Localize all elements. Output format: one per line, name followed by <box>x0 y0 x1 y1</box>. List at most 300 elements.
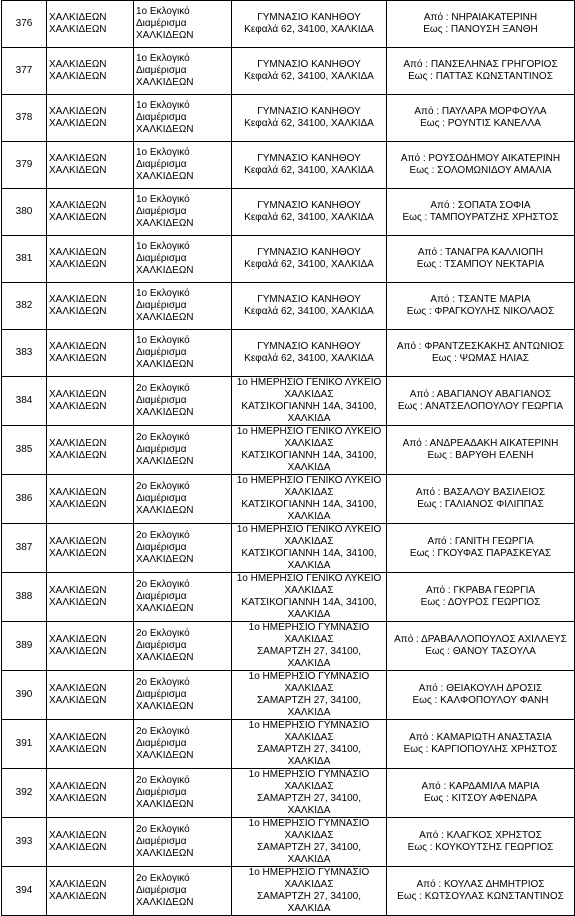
district-cell-line: Διαμέρισμα <box>136 347 187 358</box>
surname-range-cell-line: Εως : ΚΩΤΣΟΥΛΑΣ ΚΩΝΣΤΑΝΤΙΝΟΣ <box>397 891 564 902</box>
district-cell-line: Διαμέρισμα <box>136 65 187 76</box>
district-cell-line: Διαμέρισμα <box>136 206 187 217</box>
table-row <box>2 236 575 283</box>
municipality-cell-line: ΧΑΛΚΙΔΕΩΝ <box>49 71 107 82</box>
surname-range-cell <box>387 142 575 189</box>
surname-range-cell <box>387 330 575 377</box>
row-number: 376 <box>2 1 47 48</box>
table-row <box>2 524 575 573</box>
district-cell-line: Διαμέρισμα <box>136 885 187 896</box>
polling-location-cell <box>232 426 387 475</box>
surname-range-cell <box>387 189 575 236</box>
surname-range-cell-line: Από : ΤΣΑΝΤΕ ΜΑΡΙΑ <box>430 294 531 305</box>
district-cell-line: 1ο Εκλογικό <box>136 288 190 299</box>
surname-range-cell-line: Από : ΦΡΑΝΤΖΕΣΚΑΚΗΣ ΑΝΤΩΝΙΟΣ <box>396 341 565 352</box>
surname-range-cell-line: Από : ΝΗΡΑΙΑΚΑΤΕΡΙΝΗ <box>423 12 538 23</box>
polling-location-cell-line: 1ο ΗΜΕΡΗΣΙΟ ΓΥΜΝΑΣΙΟ <box>248 769 370 780</box>
district-cell-line: ΧΑΛΚΙΔΕΩΝ <box>136 456 194 467</box>
district-cell-line: Διαμέρισμα <box>136 640 187 651</box>
district-cell-line: Διαμέρισμα <box>136 300 187 311</box>
polling-location-cell-line: Κεφαλά 62, 34100, ΧΑΛΚΙΔΑ <box>244 118 374 129</box>
district-cell-line: 2ο Εκλογικό <box>136 873 190 884</box>
surname-range-cell-line: Από : ΑΝΔΡΕΑΔΑΚΗ ΑΙΚΑΤΕΡΙΝΗ <box>402 438 559 449</box>
surname-range-cell-line: Από : ΠΑΝΣΕΛΗΝΑΣ ΓΡΗΓΟΡΙΟΣ <box>403 59 558 70</box>
table-row <box>2 377 575 426</box>
polling-location-cell-line: ΣΑΜΑΡΤΖΗ 27, 34100, <box>256 695 361 706</box>
row-number: 378 <box>2 95 47 142</box>
district-cell <box>134 720 232 769</box>
surname-range-cell <box>387 573 575 622</box>
district-cell-line: 2ο Εκλογικό <box>136 579 190 590</box>
municipality-cell <box>47 48 134 95</box>
surname-range-cell-line: Εως : ΚΑΛΦΟΠΟΥΛΟΥ ΦΑΝΗ <box>412 695 549 706</box>
district-cell-line: ΧΑΛΚΙΔΕΩΝ <box>136 30 194 41</box>
table-row <box>2 48 575 95</box>
district-cell <box>134 95 232 142</box>
municipality-cell-line: ΧΑΛΚΙΔΕΩΝ <box>49 891 107 902</box>
municipality-cell-line: ΧΑΛΚΙΔΕΩΝ <box>49 59 107 70</box>
surname-range-cell-line: Από : ΣΟΠΑΤΑ ΣΟΦΙΑ <box>430 200 531 211</box>
district-cell-line: ΧΑΛΚΙΔΕΩΝ <box>136 603 194 614</box>
district-cell <box>134 524 232 573</box>
district-cell-line: ΧΑΛΚΙΔΕΩΝ <box>136 265 194 276</box>
municipality-cell-line: ΧΑΛΚΙΔΕΩΝ <box>49 585 107 596</box>
surname-range-cell-line: Εως : ΒΑΡΥΘΗ ΕΛΕΝΗ <box>427 450 534 461</box>
municipality-cell-line: ΧΑΛΚΙΔΕΩΝ <box>49 12 107 23</box>
district-cell-line: ΧΑΛΚΙΔΕΩΝ <box>136 750 194 761</box>
municipality-cell-line: ΧΑΛΚΙΔΕΩΝ <box>49 389 107 400</box>
municipality-cell <box>47 330 134 377</box>
polling-location-cell-line: ΚΑΤΣΙΚΟΓΙΑΝΝΗ 14Α, 34100, <box>241 548 377 559</box>
polling-location-cell-line: 1ο ΗΜΕΡΗΣΙΟ ΓΥΜΝΑΣΙΟ <box>248 720 370 731</box>
surname-range-cell-line: Εως : ΠΑΝΟΥΣΗ ΞΑΝΘΗ <box>423 24 538 35</box>
table-row <box>2 283 575 330</box>
polling-location-cell <box>232 48 387 95</box>
municipality-cell-line: ΧΑΛΚΙΔΕΩΝ <box>49 744 107 755</box>
district-cell-line: 1ο Εκλογικό <box>136 241 190 252</box>
surname-range-cell-line: Από : ΠΑΥΛΑΡΑ ΜΟΡΦΟΥΛΑ <box>414 106 547 117</box>
table-row <box>2 720 575 769</box>
polling-location-cell-line: ΧΑΛΚΙΔΑ <box>287 756 331 767</box>
municipality-cell-line: ΧΑΛΚΙΔΕΩΝ <box>49 401 107 412</box>
district-cell-line: Διαμέρισμα <box>136 542 187 553</box>
polling-location-cell-line: ΧΑΛΚΙΔΑΣ <box>284 781 334 792</box>
surname-range-cell-line: Εως : ΤΣΑΜΠΟΥ ΝΕΚΤΑΡΙΑ <box>416 259 545 270</box>
row-number: 379 <box>2 142 47 189</box>
polling-location-cell-line: 1ο ΗΜΕΡΗΣΙΟ ΓΕΝΙΚΟ ΛΥΚΕΙΟ <box>236 475 382 486</box>
municipality-cell-line: ΧΑΛΚΙΔΕΩΝ <box>49 353 107 364</box>
surname-range-cell-line: Εως : ΚΟΥΚΟΥΤΣΗΣ ΓΕΩΡΓΙΟΣ <box>407 842 554 853</box>
municipality-cell <box>47 622 134 671</box>
row-number: 383 <box>2 330 47 377</box>
municipality-cell-line: ΧΑΛΚΙΔΕΩΝ <box>49 487 107 498</box>
district-cell-line: ΧΑΛΚΙΔΕΩΝ <box>136 897 194 908</box>
district-cell-line: Διαμέρισμα <box>136 395 187 406</box>
row-number: 382 <box>2 283 47 330</box>
surname-range-cell-line: Εως : ΠΑΤΤΑΣ ΚΩΝΣΤΑΝΤΙΝΟΣ <box>408 71 553 82</box>
polling-location-cell-line: ΚΑΤΣΙΚΟΓΙΑΝΝΗ 14Α, 34100, <box>241 401 377 412</box>
polling-location-cell-line: ΧΑΛΚΙΔΑ <box>287 511 331 522</box>
polling-location-cell-line: ΧΑΛΚΙΔΑ <box>287 413 331 424</box>
polling-location-cell <box>232 95 387 142</box>
municipality-cell <box>47 475 134 524</box>
polling-location-cell-line: ΓΥΜΝΑΣΙΟ ΚΑΝΗΘΟΥ <box>257 341 361 352</box>
polling-location-cell-line: ΧΑΛΚΙΔΑΣ <box>284 879 334 890</box>
surname-range-cell <box>387 867 575 916</box>
polling-location-cell-line: ΓΥΜΝΑΣΙΟ ΚΑΝΗΘΟΥ <box>257 59 361 70</box>
district-cell <box>134 769 232 818</box>
surname-range-cell <box>387 622 575 671</box>
municipality-cell-line: ΧΑΛΚΙΔΕΩΝ <box>49 634 107 645</box>
table-row <box>2 867 575 916</box>
surname-range-cell-line: Από : ΚΟΥΛΑΣ ΔΗΜΗΤΡΙΟΣ <box>416 879 545 890</box>
row-number: 392 <box>2 769 47 818</box>
surname-range-cell-line: Εως : ΚΑΡΓΙΟΠΟΥΛΗΣ ΧΡΗΣΤΟΣ <box>403 744 558 755</box>
municipality-cell-line: ΧΑΛΚΙΔΕΩΝ <box>49 106 107 117</box>
district-cell-line: 2ο Εκλογικό <box>136 530 190 541</box>
district-cell <box>134 236 232 283</box>
polling-location-cell-line: ΧΑΛΚΙΔΑ <box>287 609 331 620</box>
table-row <box>2 818 575 867</box>
municipality-cell-line: ΧΑΛΚΙΔΕΩΝ <box>49 247 107 258</box>
table-row <box>2 142 575 189</box>
municipality-cell-line: ΧΑΛΚΙΔΕΩΝ <box>49 499 107 510</box>
district-cell-line: ΧΑΛΚΙΔΕΩΝ <box>136 407 194 418</box>
polling-location-cell-line: ΣΑΜΑΡΤΖΗ 27, 34100, <box>256 842 361 853</box>
table-row <box>2 426 575 475</box>
municipality-cell-line: ΧΑΛΚΙΔΕΩΝ <box>49 450 107 461</box>
surname-range-cell-line: Από : ΡΟΥΣΟΔΗΜΟΥ ΑΙΚΑΤΕΡΙΝΗ <box>400 153 561 164</box>
polling-location-cell-line: ΧΑΛΚΙΔΑΣ <box>284 585 334 596</box>
polling-location-cell-line: ΧΑΛΚΙΔΑΣ <box>284 389 334 400</box>
surname-range-cell-line: Εως : ΓΚΟΥΦΑΣ ΠΑΡΑΣΚΕΥΑΣ <box>409 548 552 559</box>
surname-range-cell-line: Από : ΔΡΑΒΑΛΛΟΠΟΥΛΟΣ ΑΧΙΛΛΕΥΣ <box>394 634 567 645</box>
polling-location-cell-line: ΣΑΜΑΡΤΖΗ 27, 34100, <box>256 891 361 902</box>
district-cell-line: 2ο Εκλογικό <box>136 628 190 639</box>
surname-range-cell-line: Από : ΓΑΝΙΤΗ ΓΕΩΡΓΙΑ <box>427 536 534 547</box>
polling-location-cell-line: ΣΑΜΑΡΤΖΗ 27, 34100, <box>256 793 361 804</box>
polling-location-cell-line: ΣΑΜΑΡΤΖΗ 27, 34100, <box>256 744 361 755</box>
surname-range-cell <box>387 236 575 283</box>
municipality-cell <box>47 671 134 720</box>
district-cell <box>134 867 232 916</box>
polling-location-cell <box>232 573 387 622</box>
polling-location-cell <box>232 142 387 189</box>
district-cell <box>134 818 232 867</box>
district-cell-line: ΧΑΛΚΙΔΕΩΝ <box>136 652 194 663</box>
surname-range-cell-line: Από : ΚΛΑΓΚΟΣ ΧΡΗΣΤΟΣ <box>419 830 542 841</box>
row-number: 391 <box>2 720 47 769</box>
municipality-cell <box>47 283 134 330</box>
surname-range-cell-line: Από : ΑΒΑΓΙΑΝΟΥ ΑΒΑΓΙΑΝΟΣ <box>409 389 552 400</box>
surname-range-cell-line: Από : ΓΚΡΑΒΑ ΓΕΩΡΓΙΑ <box>425 585 536 596</box>
district-cell-line: Διαμέρισμα <box>136 591 187 602</box>
municipality-cell-line: ΧΑΛΚΙΔΕΩΝ <box>49 212 107 223</box>
row-number: 384 <box>2 377 47 426</box>
polling-location-cell-line: Κεφαλά 62, 34100, ΧΑΛΚΙΔΑ <box>244 353 374 364</box>
surname-range-cell-line: Εως : ΤΑΜΠΟΥΡΑΤΖΗΣ ΧΡΗΣΤΟΣ <box>402 212 559 223</box>
municipality-cell <box>47 818 134 867</box>
district-cell <box>134 573 232 622</box>
district-cell-line: ΧΑΛΚΙΔΕΩΝ <box>136 799 194 810</box>
surname-range-cell-line: Από : ΒΑΣΑΛΟΥ ΒΑΣΙΛΕΙΟΣ <box>415 487 546 498</box>
district-cell-line: 2ο Εκλογικό <box>136 481 190 492</box>
municipality-cell-line: ΧΑΛΚΙΔΕΩΝ <box>49 732 107 743</box>
surname-range-cell <box>387 818 575 867</box>
municipality-cell-line: ΧΑΛΚΙΔΕΩΝ <box>49 438 107 449</box>
table-row <box>2 1 575 48</box>
polling-location-cell-line: ΧΑΛΚΙΔΑ <box>287 805 331 816</box>
surname-range-cell <box>387 377 575 426</box>
municipality-cell <box>47 573 134 622</box>
polling-location-cell <box>232 377 387 426</box>
surname-range-cell <box>387 95 575 142</box>
district-cell <box>134 330 232 377</box>
district-cell-line: 2ο Εκλογικό <box>136 677 190 688</box>
surname-range-cell-line: Εως : ΓΑΛΙΑΝΟΣ ΦΙΛΙΠΠΑΣ <box>417 499 544 510</box>
polling-location-cell-line: ΧΑΛΚΙΔΑ <box>287 707 331 718</box>
polling-location-cell-line: Κεφαλά 62, 34100, ΧΑΛΚΙΔΑ <box>244 306 374 317</box>
district-cell-line: 2ο Εκλογικό <box>136 824 190 835</box>
municipality-cell-line: ΧΑΛΚΙΔΕΩΝ <box>49 879 107 890</box>
polling-location-cell <box>232 189 387 236</box>
surname-range-cell <box>387 720 575 769</box>
polling-location-cell-line: 1ο ΗΜΕΡΗΣΙΟ ΓΥΜΝΑΣΙΟ <box>248 818 370 829</box>
surname-range-cell-line: Από : ΚΑΜΑΡΙΩΤΗ ΑΝΑΣΤΑΣΙΑ <box>409 732 552 743</box>
polling-location-cell <box>232 475 387 524</box>
surname-range-cell-line: Εως : ΣΟΛΟΜΩΝΙΔΟΥ ΑΜΑΛΙΑ <box>409 165 552 176</box>
polling-location-cell <box>232 867 387 916</box>
surname-range-cell-line: Από : ΘΕΙΑΚΟΥΛΗ ΔΡΟΣΙΣ <box>418 683 543 694</box>
surname-range-cell <box>387 283 575 330</box>
district-cell-line: Διαμέρισμα <box>136 112 187 123</box>
surname-range-cell-line: Εως : ΔΟΥΡΟΣ ΓΕΩΡΓΙΟΣ <box>420 597 541 608</box>
row-number: 388 <box>2 573 47 622</box>
table-row <box>2 189 575 236</box>
polling-location-cell <box>232 818 387 867</box>
district-cell-line: 1ο Εκλογικό <box>136 53 190 64</box>
polling-location-cell-line: ΚΑΤΣΙΚΟΓΙΑΝΝΗ 14Α, 34100, <box>241 597 377 608</box>
district-cell-line: ΧΑΛΚΙΔΕΩΝ <box>136 218 194 229</box>
municipality-cell-line: ΧΑΛΚΙΔΕΩΝ <box>49 259 107 270</box>
district-cell-line: 2ο Εκλογικό <box>136 726 190 737</box>
polling-location-cell-line: ΓΥΜΝΑΣΙΟ ΚΑΝΗΘΟΥ <box>257 12 361 23</box>
district-cell <box>134 426 232 475</box>
municipality-cell <box>47 524 134 573</box>
table-row <box>2 769 575 818</box>
row-number: 385 <box>2 426 47 475</box>
row-number: 389 <box>2 622 47 671</box>
polling-location-cell <box>232 283 387 330</box>
row-number: 381 <box>2 236 47 283</box>
polling-location-cell-line: ΧΑΛΚΙΔΑΣ <box>284 487 334 498</box>
municipality-cell-line: ΧΑΛΚΙΔΕΩΝ <box>49 548 107 559</box>
district-cell-line: ΧΑΛΚΙΔΕΩΝ <box>136 312 194 323</box>
polling-location-cell-line: ΧΑΛΚΙΔΑΣ <box>284 536 334 547</box>
district-cell <box>134 377 232 426</box>
district-cell-line: Διαμέρισμα <box>136 738 187 749</box>
polling-location-cell <box>232 769 387 818</box>
surname-range-cell-line: Εως : ΑΝΑΤΣΕΛΟΠΟΥΛΟΥ ΓΕΩΡΓΙΑ <box>397 401 564 412</box>
municipality-cell-line: ΧΑΛΚΙΔΕΩΝ <box>49 830 107 841</box>
surname-range-cell-line: Εως : ΘΑΝΟΥ ΤΑΣΟΥΛΑ <box>425 646 536 657</box>
district-cell-line: ΧΑΛΚΙΔΕΩΝ <box>136 171 194 182</box>
surname-range-cell <box>387 671 575 720</box>
polling-location-cell-line: ΓΥΜΝΑΣΙΟ ΚΑΝΗΘΟΥ <box>257 153 361 164</box>
polling-location-cell <box>232 720 387 769</box>
polling-location-cell-line: ΚΑΤΣΙΚΟΓΙΑΝΝΗ 14Α, 34100, <box>241 450 377 461</box>
municipality-cell-line: ΧΑΛΚΙΔΕΩΝ <box>49 165 107 176</box>
polling-stations-table <box>1 0 575 916</box>
polling-location-cell-line: ΓΥΜΝΑΣΙΟ ΚΑΝΗΘΟΥ <box>257 247 361 258</box>
table-row <box>2 573 575 622</box>
polling-location-cell-line: ΓΥΜΝΑΣΙΟ ΚΑΝΗΘΟΥ <box>257 294 361 305</box>
district-cell-line: 1ο Εκλογικό <box>136 100 190 111</box>
municipality-cell <box>47 426 134 475</box>
district-cell <box>134 671 232 720</box>
polling-location-cell <box>232 524 387 573</box>
surname-range-cell-line: Εως : ΦΡΑΓΚΟΥΛΗΣ ΝΙΚΟΛΑΟΣ <box>406 306 555 317</box>
district-cell-line: Διαμέρισμα <box>136 493 187 504</box>
municipality-cell <box>47 189 134 236</box>
surname-range-cell <box>387 769 575 818</box>
municipality-cell <box>47 720 134 769</box>
polling-location-cell-line: 1ο ΗΜΕΡΗΣΙΟ ΓΕΝΙΚΟ ΛΥΚΕΙΟ <box>236 426 382 437</box>
polling-location-cell-line: 1ο ΗΜΕΡΗΣΙΟ ΓΥΜΝΑΣΙΟ <box>248 671 370 682</box>
polling-location-cell-line: 1ο ΗΜΕΡΗΣΙΟ ΓΥΜΝΑΣΙΟ <box>248 622 370 633</box>
district-cell-line: Διαμέρισμα <box>136 159 187 170</box>
district-cell <box>134 622 232 671</box>
municipality-cell <box>47 867 134 916</box>
polling-location-cell-line: Κεφαλά 62, 34100, ΧΑΛΚΙΔΑ <box>244 24 374 35</box>
municipality-cell-line: ΧΑΛΚΙΔΕΩΝ <box>49 695 107 706</box>
polling-location-cell-line: ΧΑΛΚΙΔΑΣ <box>284 683 334 694</box>
polling-location-cell-line: Κεφαλά 62, 34100, ΧΑΛΚΙΔΑ <box>244 259 374 270</box>
municipality-cell-line: ΧΑΛΚΙΔΕΩΝ <box>49 683 107 694</box>
district-cell <box>134 48 232 95</box>
polling-location-cell <box>232 622 387 671</box>
surname-range-cell-line: Εως : ΚΙΤΣΟΥ ΑΦΕΝΔΡΑ <box>423 793 538 804</box>
polling-location-cell-line: ΣΑΜΑΡΤΖΗ 27, 34100, <box>256 646 361 657</box>
district-cell-line: Διαμέρισμα <box>136 253 187 264</box>
district-cell-line: Διαμέρισμα <box>136 444 187 455</box>
surname-range-cell <box>387 524 575 573</box>
polling-location-cell-line: Κεφαλά 62, 34100, ΧΑΛΚΙΔΑ <box>244 165 374 176</box>
municipality-cell-line: ΧΑΛΚΙΔΕΩΝ <box>49 781 107 792</box>
table-row <box>2 671 575 720</box>
row-number: 387 <box>2 524 47 573</box>
surname-range-cell <box>387 48 575 95</box>
municipality-cell-line: ΧΑΛΚΙΔΕΩΝ <box>49 341 107 352</box>
district-cell-line: ΧΑΛΚΙΔΕΩΝ <box>136 359 194 370</box>
surname-range-cell-line: Από : ΤΑΝΑΓΡΑ ΚΑΛΛΙΟΠΗ <box>417 247 544 258</box>
polling-location-cell-line: ΚΑΤΣΙΚΟΓΙΑΝΝΗ 14Α, 34100, <box>241 499 377 510</box>
municipality-cell <box>47 236 134 283</box>
table-body <box>2 1 575 916</box>
table-row <box>2 622 575 671</box>
district-cell <box>134 475 232 524</box>
polling-location-cell-line: 1ο ΗΜΕΡΗΣΙΟ ΓΕΝΙΚΟ ΛΥΚΕΙΟ <box>236 573 382 584</box>
municipality-cell-line: ΧΑΛΚΙΔΕΩΝ <box>49 793 107 804</box>
district-cell-line: ΧΑΛΚΙΔΕΩΝ <box>136 848 194 859</box>
table-row <box>2 95 575 142</box>
table-row <box>2 330 575 377</box>
municipality-cell <box>47 769 134 818</box>
municipality-cell-line: ΧΑΛΚΙΔΕΩΝ <box>49 200 107 211</box>
polling-location-cell <box>232 236 387 283</box>
polling-location-cell-line: ΧΑΛΚΙΔΑΣ <box>284 438 334 449</box>
polling-location-cell-line: ΧΑΛΚΙΔΑ <box>287 854 331 865</box>
district-cell-line: 2ο Εκλογικό <box>136 432 190 443</box>
district-cell-line: Διαμέρισμα <box>136 689 187 700</box>
municipality-cell-line: ΧΑΛΚΙΔΕΩΝ <box>49 153 107 164</box>
polling-location-cell-line: ΓΥΜΝΑΣΙΟ ΚΑΝΗΘΟΥ <box>257 200 361 211</box>
table-row <box>2 475 575 524</box>
surname-range-cell <box>387 475 575 524</box>
district-cell-line: 1ο Εκλογικό <box>136 147 190 158</box>
polling-location-cell-line: 1ο ΗΜΕΡΗΣΙΟ ΓΥΜΝΑΣΙΟ <box>248 867 370 878</box>
polling-location-cell <box>232 1 387 48</box>
municipality-cell <box>47 377 134 426</box>
municipality-cell-line: ΧΑΛΚΙΔΕΩΝ <box>49 536 107 547</box>
district-cell-line: 1ο Εκλογικό <box>136 335 190 346</box>
surname-range-cell <box>387 426 575 475</box>
district-cell-line: 2ο Εκλογικό <box>136 775 190 786</box>
municipality-cell-line: ΧΑΛΚΙΔΕΩΝ <box>49 646 107 657</box>
polling-location-cell-line: ΧΑΛΚΙΔΑ <box>287 462 331 473</box>
district-cell-line: ΧΑΛΚΙΔΕΩΝ <box>136 77 194 88</box>
row-number: 377 <box>2 48 47 95</box>
polling-location-cell-line: ΧΑΛΚΙΔΑΣ <box>284 634 334 645</box>
district-cell-line: 1ο Εκλογικό <box>136 194 190 205</box>
surname-range-cell <box>387 1 575 48</box>
polling-location-cell-line: ΧΑΛΚΙΔΑΣ <box>284 732 334 743</box>
district-cell-line: ΧΑΛΚΙΔΕΩΝ <box>136 505 194 516</box>
polling-location-cell-line: ΧΑΛΚΙΔΑ <box>287 903 331 914</box>
polling-location-cell-line: ΧΑΛΚΙΔΑ <box>287 560 331 571</box>
row-number: 380 <box>2 189 47 236</box>
row-number: 393 <box>2 818 47 867</box>
row-number: 390 <box>2 671 47 720</box>
polling-location-cell-line: ΧΑΛΚΙΔΑ <box>287 658 331 669</box>
district-cell-line: ΧΑΛΚΙΔΕΩΝ <box>136 554 194 565</box>
municipality-cell-line: ΧΑΛΚΙΔΕΩΝ <box>49 24 107 35</box>
polling-location-cell <box>232 671 387 720</box>
municipality-cell-line: ΧΑΛΚΙΔΕΩΝ <box>49 118 107 129</box>
district-cell-line: Διαμέρισμα <box>136 787 187 798</box>
municipality-cell-line: ΧΑΛΚΙΔΕΩΝ <box>49 294 107 305</box>
polling-location-cell-line: ΓΥΜΝΑΣΙΟ ΚΑΝΗΘΟΥ <box>257 106 361 117</box>
municipality-cell-line: ΧΑΛΚΙΔΕΩΝ <box>49 306 107 317</box>
polling-location-cell-line: ΧΑΛΚΙΔΑΣ <box>284 830 334 841</box>
municipality-cell <box>47 95 134 142</box>
district-cell <box>134 142 232 189</box>
district-cell-line: ΧΑΛΚΙΔΕΩΝ <box>136 124 194 135</box>
district-cell-line: Διαμέρισμα <box>136 836 187 847</box>
polling-location-cell-line: 1ο ΗΜΕΡΗΣΙΟ ΓΕΝΙΚΟ ΛΥΚΕΙΟ <box>236 377 382 388</box>
municipality-cell <box>47 1 134 48</box>
surname-range-cell-line: Εως : ΨΩΜΑΣ ΗΛΙΑΣ <box>432 353 529 364</box>
district-cell <box>134 1 232 48</box>
district-cell-line: Διαμέρισμα <box>136 18 187 29</box>
polling-location-cell-line: Κεφαλά 62, 34100, ΧΑΛΚΙΔΑ <box>244 71 374 82</box>
row-number: 386 <box>2 475 47 524</box>
municipality-cell <box>47 142 134 189</box>
district-cell-line: 2ο Εκλογικό <box>136 383 190 394</box>
surname-range-cell-line: Εως : ΡΟΥΝΤΙΣ ΚΑΝΕΛΛΑ <box>420 118 541 129</box>
district-cell <box>134 283 232 330</box>
district-cell-line: ΧΑΛΚΙΔΕΩΝ <box>136 701 194 712</box>
